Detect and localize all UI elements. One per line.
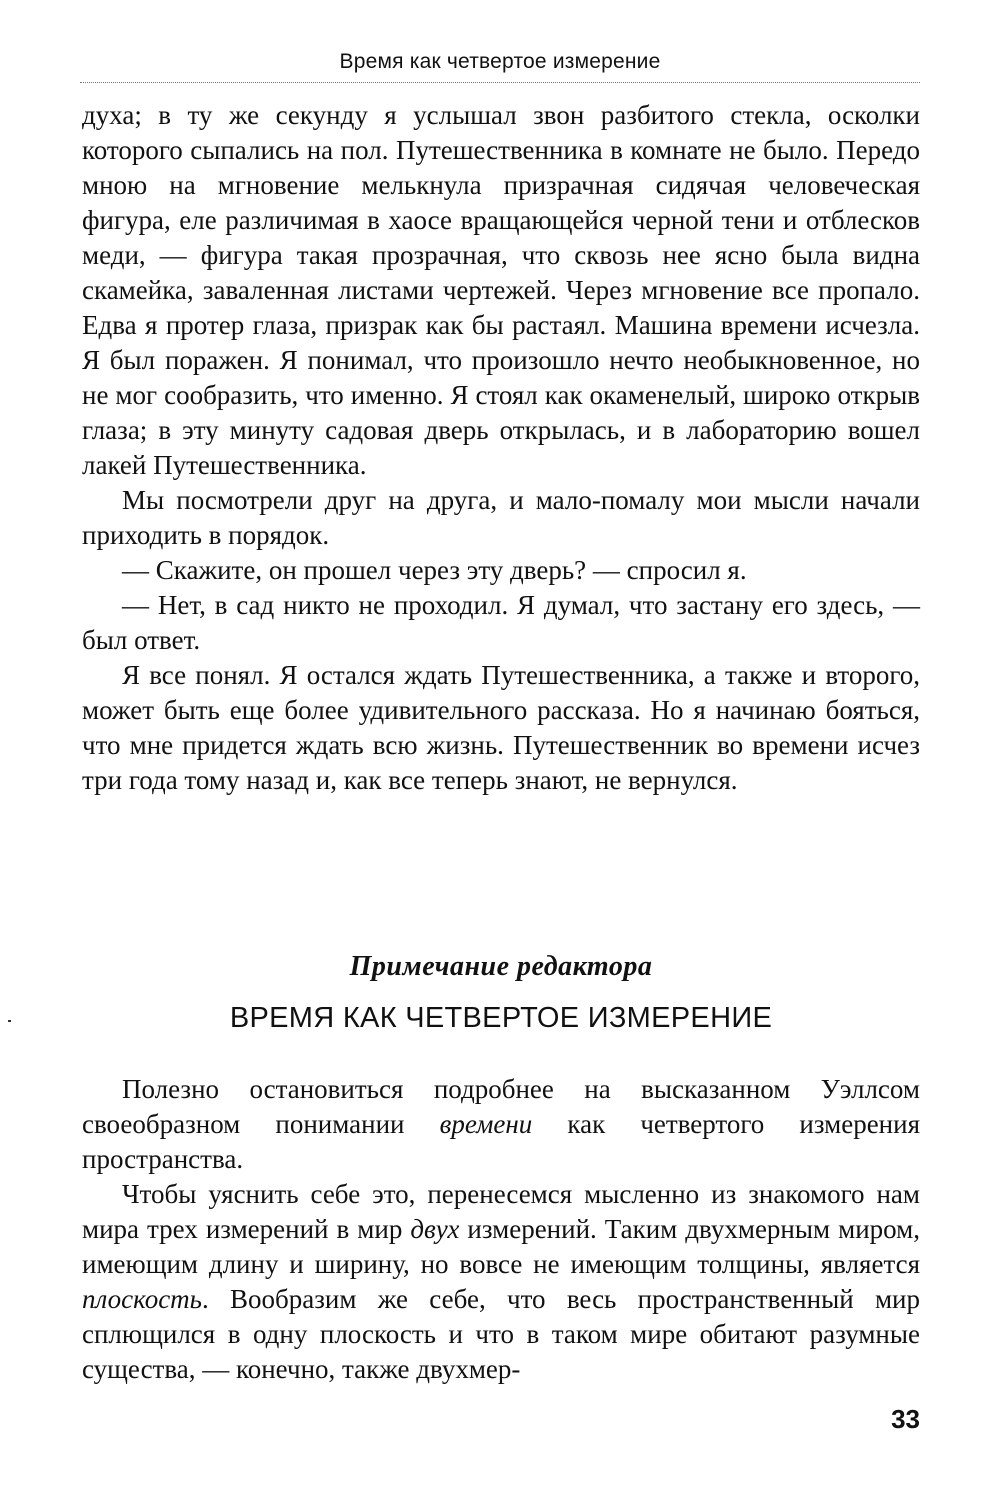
editor-note-subtitle: Примечание редактора [349,951,653,982]
paragraph [82,1072,920,1177]
paragraph [82,1177,920,1387]
text-run: . Вообразим же себе, что весь пространственный мир сплющился в одну плоскость и что в таком мире обитают разумные существа, — конечно, также двухмер- [82,1284,920,1384]
page-number: 33 [891,1404,920,1434]
text-run: Чтобы уяснить себе это, перенесемся мысленно из знакомого нам мира трех измерений в мир [82,1179,920,1244]
text-run: Полезно остановиться подробнее на высказанном Уэллсом своеобразном понимании [82,1074,920,1139]
header-divider [80,82,920,83]
main-text [82,98,920,798]
section-title: ВРЕМЯ КАК ЧЕТВЕРТОЕ ИЗМЕРЕНИЕ [229,1002,773,1034]
text-run: измерений. Таким двухмерным миром, имеющим длину и ширину, но вовсе не имеющим толщины, является [82,1214,920,1279]
dialogue-line: — Скажите, он прошел через эту дверь? — спросил я. [122,555,747,585]
dialogue-line: — Нет, в сад никто не проходил. Я думал, что застану его здесь, — был ответ. [82,590,920,655]
emphasis: времени [439,1109,533,1139]
editor-note-text [82,1072,920,1387]
text-run: как четвертого измерения пространства. [82,1109,920,1174]
emphasis: двух [410,1214,460,1244]
editor-note-heading [82,948,920,1038]
paragraph: духа; в ту же секунду я услышал звон разбитого стекла, осколки которого сыпались на пол. Путешественника в комнате не было. Передо мною на мгновение мелькнула призрачная сидячая человеческая фигура, еле различимая в хаосе вращающейся черной тени и отблесков меди, — фигура такая прозрачная, что сквозь нее ясно была видна скамейка, заваленная листами чертежей. Через мгновение все пропало. Едва я протер глаза, призрак как бы растаял. Машина времени исчезла. Я был поражен. Я понимал, что произошло нечто необыкновенное, но не мог сообразить, что именно. Я стоял как окаменелый, широко открыв глаза; в эту минуту садовая дверь открылась, и в лабораторию вошел лакей Путешественника. [82,100,920,480]
paragraph: Мы посмотрели друг на друга, и мало-помалу мои мысли начали приходить в порядок. [82,485,920,550]
paragraph: Я все понял. Я остался ждать Путешественника, а также и второго, может быть еще более удивительного рассказа. Но я начинаю бояться, что мне придется ждать всю жизнь. Путешественник во времени исчез три года тому назад и, как все теперь знают, не вернулся. [82,660,920,795]
margin-mark [8,1020,11,1022]
emphasis: плоскость [82,1284,202,1314]
running-head: Время как четвертое измерение [339,50,661,73]
